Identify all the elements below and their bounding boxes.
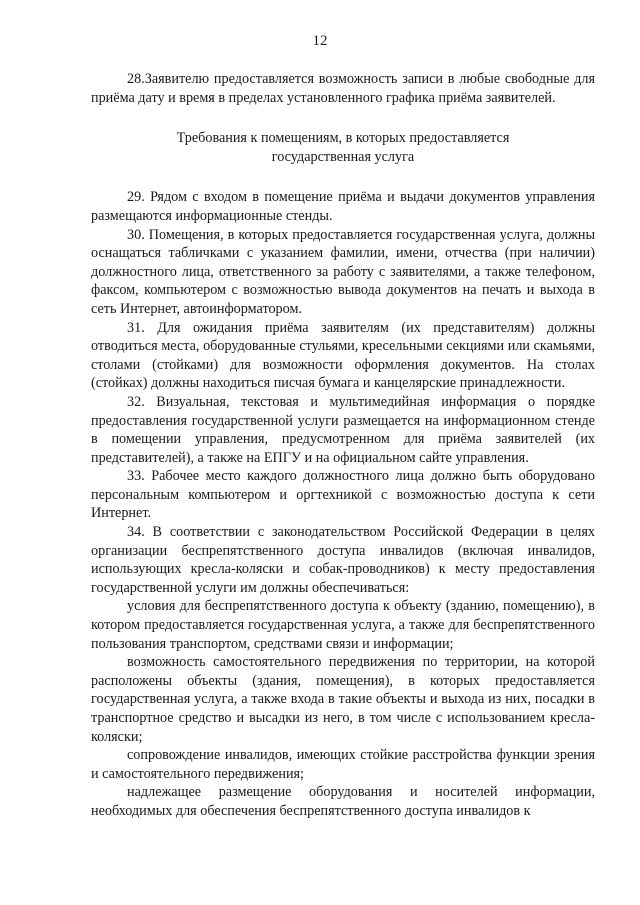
- section-heading-line-2: государственная услуга: [271, 148, 415, 165]
- paragraph-32: 32. Визуальная, текстовая и мультимедийная информация о порядке предоставления государственной услуги размещается на информационном стенде в помещении управления, предусмотренном для приёма заявителей (их представителей), а также на ЕПГУ и на официальном сайте управления.: [91, 393, 595, 466]
- list-item-4: надлежащее размещение оборудования и носителей информации, необходимых для обеспечения беспрепятственного доступа инвалидов к: [91, 784, 595, 819]
- list-item-2: возможность самостоятельного передвижения по территории, на которой расположены объекты (здания, помещения), в которых предоставляется государственная услуга, а также входа в такие объекты и выхода из них, посадки в транспортное средство и высадки из него, в том числе с использованием кресла-коляски;: [91, 654, 595, 745]
- paragraph-28: 28.Заявителю предоставляется возможность записи в любые свободные для приёма дату и время в пределах установленного графика приёма заявителей.: [91, 71, 595, 106]
- paragraph-34: 34. В соответствии с законодательством Российской Федерации в целях организации беспрепятственного доступа инвалидов (включая инвалидов, использующих кресла-коляски и собак-проводников) к месту предоставления государственной услуги им должны обеспечиваться:: [91, 524, 595, 596]
- list-item-3: сопровождение инвалидов, имеющих стойкие расстройства функции зрения и самостоятельного передвижения;: [91, 747, 595, 782]
- section-heading: [91, 129, 595, 166]
- paragraph-33: 33. Рабочее место каждого должностного лица должно быть оборудовано персональным компьютером и оргтехникой с возможностью доступа к сети Интернет.: [91, 468, 595, 522]
- paragraph-29: 29. Рядом с входом в помещение приёма и выдачи документов управления размещаются информационные стенды.: [91, 189, 595, 224]
- paragraph-31: 31. Для ожидания приёма заявителям (их представителям) должны отводиться места, оборудованные стульями, кресельными секциями или скамьями, столами (стойками) для возможности оформления документов. На столах (стойках) должны находиться писчая бумага и канцелярские принадлежности.: [91, 319, 595, 392]
- document-body: [91, 70, 595, 821]
- section-heading-line-1: Требования к помещениям, в которых предоставляется: [176, 130, 510, 147]
- page-number: 12: [312, 33, 328, 49]
- paragraph-30: 30. Помещения, в которых предоставляется государственная услуга, должны оснащаться табличками с указанием фамилии, имени, отчества (при наличии) должностного лица, ответственного за работу с заявителями, а также телефоном, факсом, компьютером с возможностью вывода документов на печать и выхода в сеть Интернет, автоинформатором.: [91, 226, 595, 317]
- list-item-1: условия для беспрепятственного доступа к объекту (зданию, помещению), в котором предоставляется государственная услуга, а также для беспрепятственного пользования транспортом, средствами связи и информации;: [91, 598, 595, 652]
